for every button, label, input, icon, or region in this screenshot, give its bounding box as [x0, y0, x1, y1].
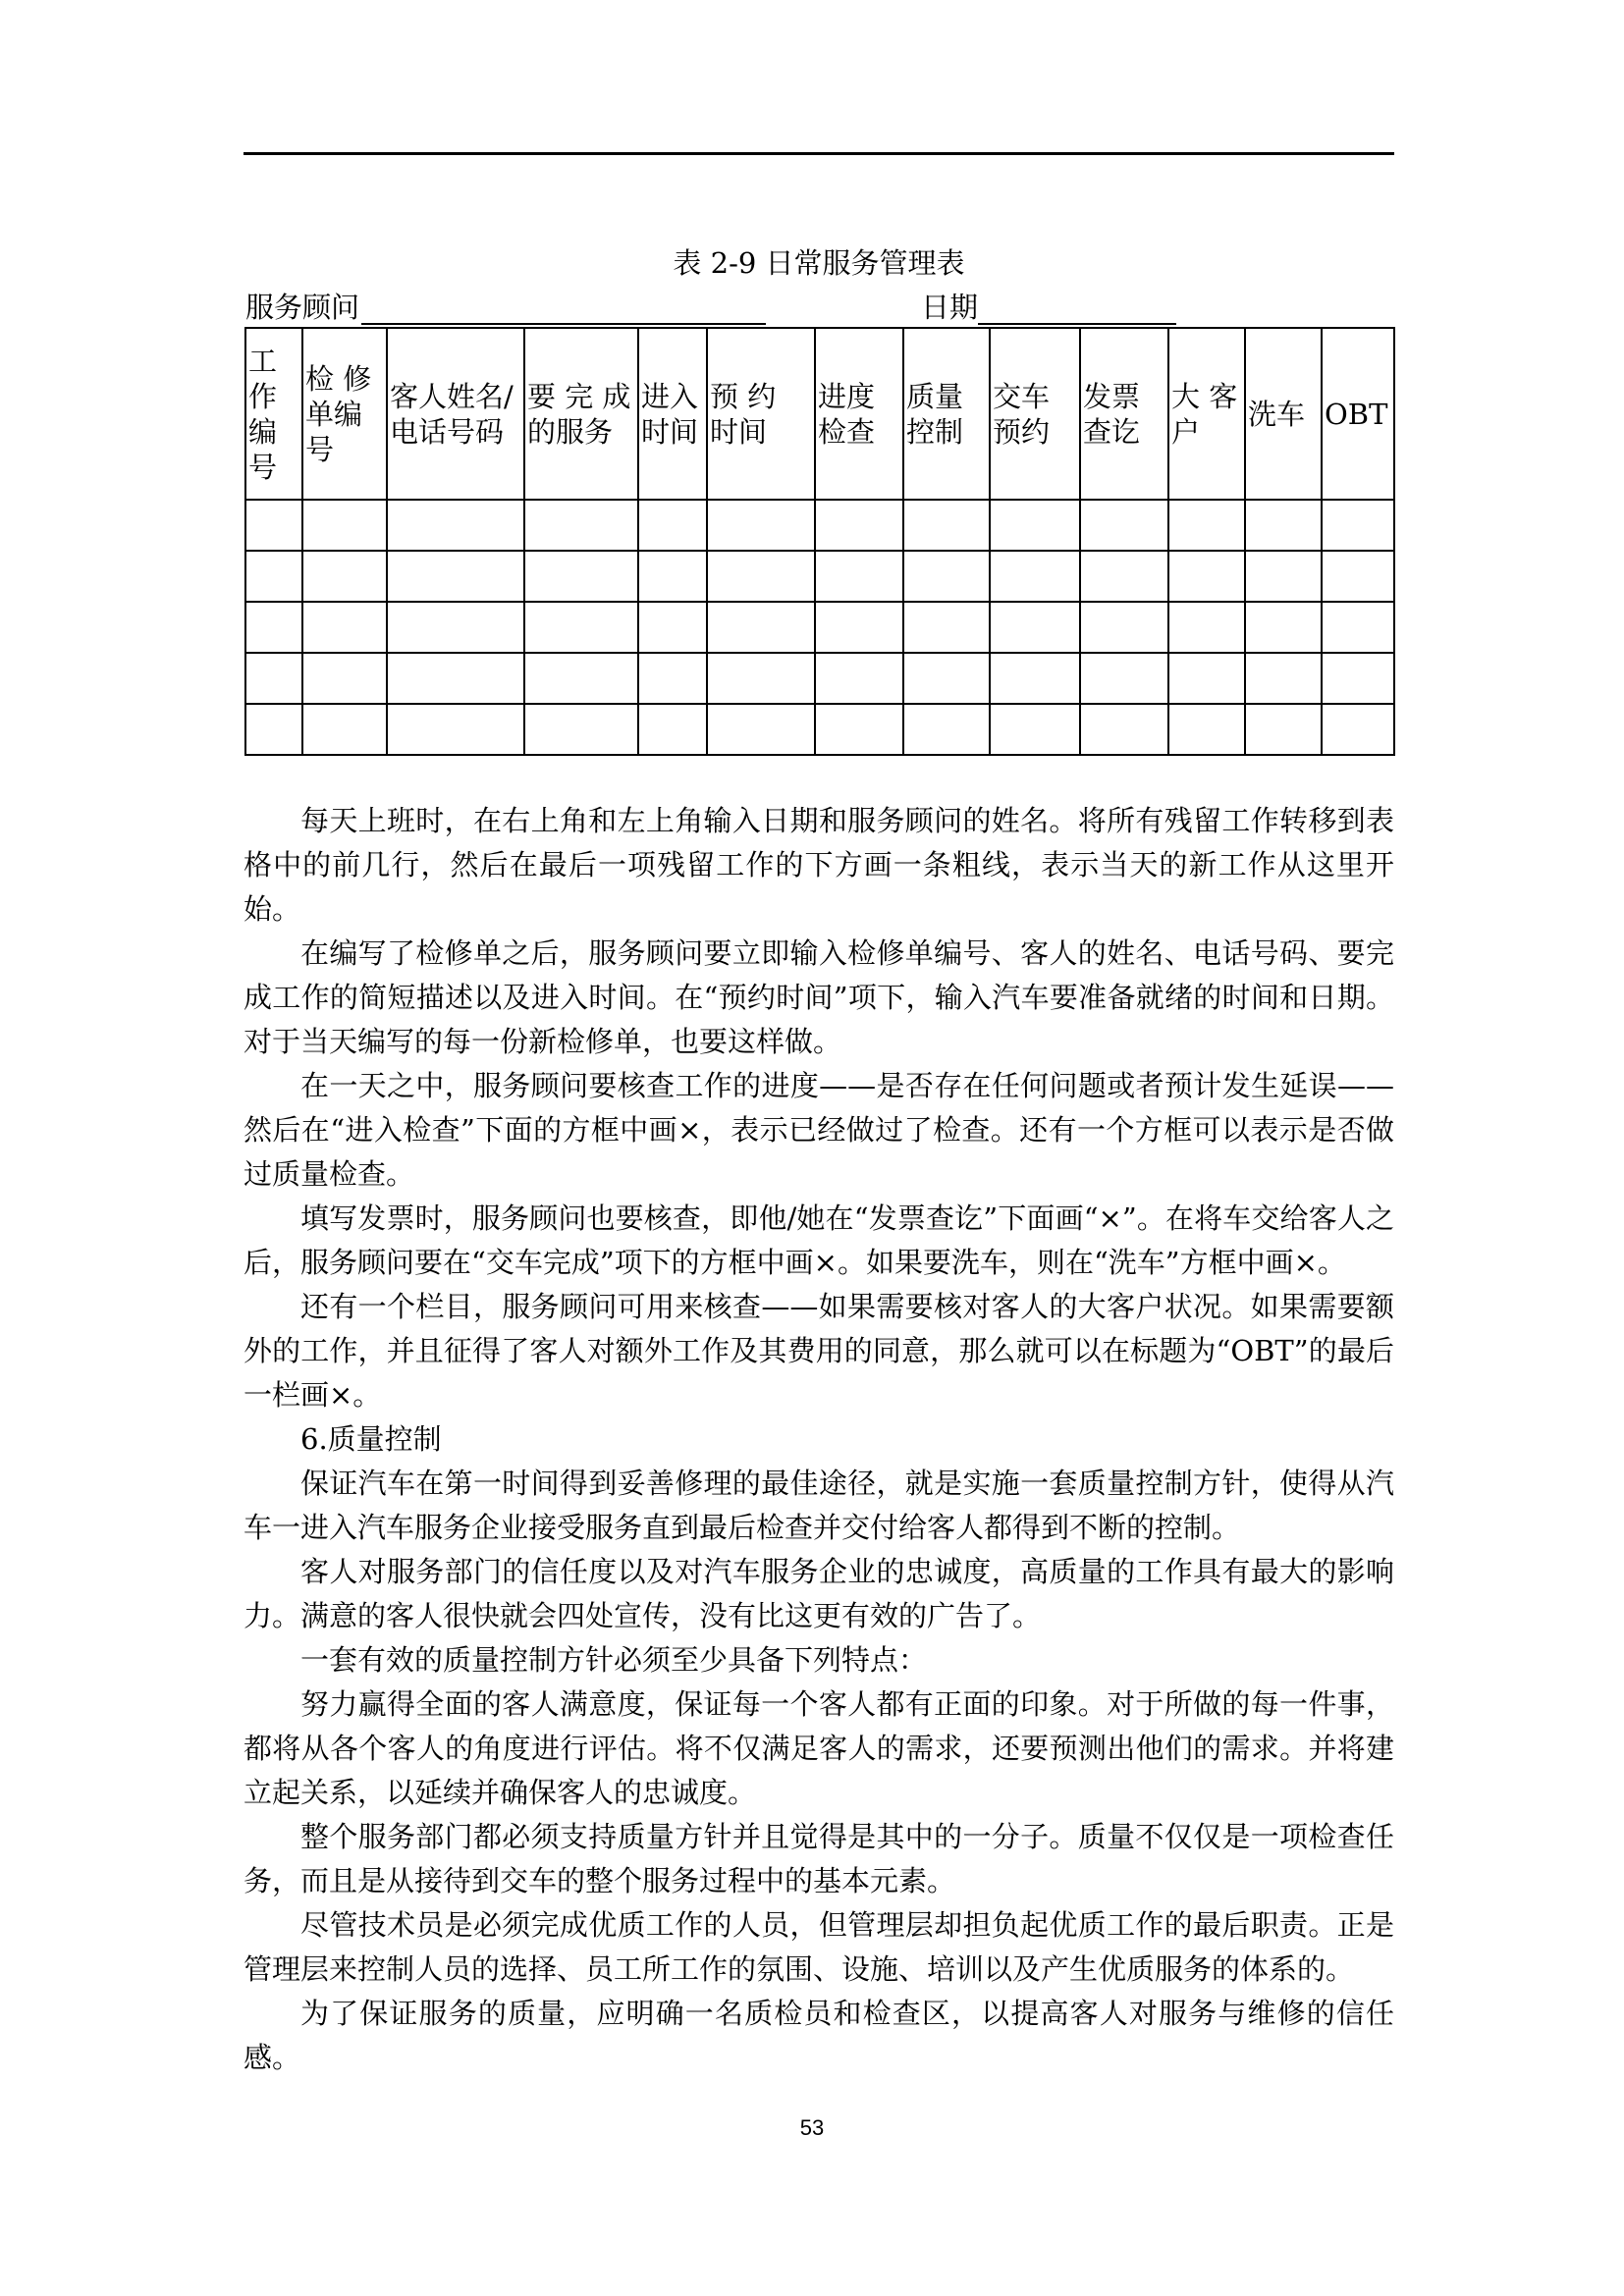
table-cell: [707, 704, 815, 755]
table-cell: [707, 500, 815, 551]
table-cell: [1168, 602, 1245, 653]
date-blank-line: [978, 323, 1176, 325]
body-text: [244, 799, 1394, 2080]
table-cell: [990, 602, 1080, 653]
table-row: [245, 500, 1394, 551]
service-management-table: [244, 327, 1395, 756]
header-customer-name-phone: 客人姓名/电话号码: [387, 328, 524, 500]
table-cell: [1322, 602, 1394, 653]
paragraph: 为了保证服务的质量，应明确一名质检员和检查区，以提高客人对服务与维修的信任感。: [244, 1997, 1394, 2074]
advisor-label: 服务顾问: [245, 291, 360, 324]
paragraph: 整个服务部门都必须支持质量方针并且觉得是其中的一分子。质量不仅仅是一项检查任务，而且是从接待到交车的整个服务过程中的基本元素。: [244, 1820, 1394, 1897]
table-cell: [1322, 653, 1394, 704]
table-cell: [1080, 653, 1168, 704]
table-cell: [1322, 551, 1394, 602]
table-header-row: [245, 328, 1394, 500]
table-meta-row: [244, 290, 1394, 329]
table-cell: [1080, 500, 1168, 551]
header-major-account: 大 客户: [1168, 328, 1245, 500]
table-cell: [903, 602, 990, 653]
header-quality-control: 质量控制: [903, 328, 990, 500]
section-heading: 6.质量控制: [300, 1422, 442, 1456]
table-cell: [638, 704, 707, 755]
table-cell: [524, 704, 638, 755]
table-cell: [638, 551, 707, 602]
table-cell: [815, 602, 903, 653]
table-row: [245, 551, 1394, 602]
paragraph: 保证汽车在第一时间得到妥善修理的最佳途径，就是实施一套质量控制方针，使得从汽车一进入汽车服务企业接受服务直到最后检查并交付给客人都得到不断的控制。: [244, 1467, 1394, 1544]
header-invoice-checked: 发票查讫: [1080, 328, 1168, 500]
header-job-number: 工作编号: [245, 328, 302, 500]
table-cell: [1168, 704, 1245, 755]
table-cell: [638, 500, 707, 551]
date-label: 日期: [921, 291, 979, 324]
paragraph: 每天上班时，在右上角和左上角输入日期和服务顾问的姓名。将所有残留工作转移到表格中的前几行，然后在最后一项残留工作的下方画一条粗线，表示当天的新工作从这里开始。: [244, 804, 1394, 926]
paragraph: 填写发票时，服务顾问也要核查，即他/她在“发票查讫”下面画“×”。在将车交给客人之后，服务顾问要在“交车完成”项下的方框中画×。如果要洗车，则在“洗车”方框中画×。: [244, 1201, 1394, 1279]
table-cell: [1245, 500, 1322, 551]
table-cell: [990, 551, 1080, 602]
table-cell: [1168, 653, 1245, 704]
table-cell: [524, 653, 638, 704]
paragraph: 在一天之中，服务顾问要核查工作的进度——是否存在任何问题或者预计发生延误——然后在“进入检查”下面的方框中画×，表示已经做过了检查。还有一个方框可以表示是否做过质量检查。: [244, 1069, 1394, 1191]
table-cell: [302, 551, 387, 602]
table-cell: [245, 704, 302, 755]
table-cell: [245, 602, 302, 653]
table-row: [245, 602, 1394, 653]
table-cell: [387, 653, 524, 704]
header-obt: OBT: [1322, 328, 1394, 500]
advisor-blank-line: [361, 323, 766, 325]
table-cell: [524, 551, 638, 602]
header-service-to-complete: 要 完 成 的服务: [524, 328, 638, 500]
table-cell: [245, 500, 302, 551]
header-car-wash: 洗车: [1245, 328, 1322, 500]
table-cell: [1168, 551, 1245, 602]
paragraph: 一套有效的质量控制方针必须至少具备下列特点：: [300, 1643, 928, 1677]
table-cell: [1080, 704, 1168, 755]
table-cell: [1080, 602, 1168, 653]
table-cell: [815, 704, 903, 755]
table-cell: [302, 500, 387, 551]
page-number: 53: [799, 2115, 825, 2140]
table-cell: [990, 704, 1080, 755]
table-row: [245, 653, 1394, 704]
table-cell: [815, 653, 903, 704]
table-cell: [245, 551, 302, 602]
table-cell: [903, 704, 990, 755]
table-cell: [302, 704, 387, 755]
paragraph: 尽管技术员是必须完成优质工作的人员，但管理层却担负起优质工作的最后职责。正是管理层来控制人员的选择、员工所工作的氛围、设施、培训以及产生优质服务的体系的。: [244, 1908, 1394, 1986]
table-row: [245, 704, 1394, 755]
table-cell: [302, 602, 387, 653]
table-caption: 表 2-9 日常服务管理表: [673, 246, 965, 280]
table-cell: [707, 602, 815, 653]
table-cell: [1245, 653, 1322, 704]
table-cell: [1245, 602, 1322, 653]
table-cell: [387, 704, 524, 755]
header-progress-check: 进度检查: [815, 328, 903, 500]
table-cell: [245, 653, 302, 704]
table-cell: [387, 500, 524, 551]
table-cell: [903, 500, 990, 551]
table-cell: [903, 653, 990, 704]
paragraph: 在编写了检修单之后，服务顾问要立即输入检修单编号、客人的姓名、电话号码、要完成工作的简短描述以及进入时间。在“预约时间”项下，输入汽车要准备就绪的时间和日期。对于当天编写的每一份新检修单，也要这样做。: [244, 936, 1394, 1058]
table-cell: [1245, 551, 1322, 602]
paragraph: 努力赢得全面的客人满意度，保证每一个客人都有正面的印象。对于所做的每一件事，都将从各个客人的角度进行评估。将不仅满足客人的需求，还要预测出他们的需求。并将建立起关系，以延续并确保客人的忠诚度。: [244, 1687, 1394, 1809]
table-cell: [638, 602, 707, 653]
header-repair-order-number: 检 修单编号: [302, 328, 387, 500]
table-cell: [903, 551, 990, 602]
table-cell: [1168, 500, 1245, 551]
paragraph: 客人对服务部门的信任度以及对汽车服务企业的忠诚度，高质量的工作具有最大的影响力。满意的客人很快就会四处宣传，没有比这更有效的广告了。: [244, 1555, 1394, 1632]
table-cell: [707, 551, 815, 602]
table-cell: [387, 551, 524, 602]
table-cell: [990, 500, 1080, 551]
table-cell: [302, 653, 387, 704]
table-cell: [387, 602, 524, 653]
table-cell: [990, 653, 1080, 704]
paragraph: 还有一个栏目，服务顾问可用来核查——如果需要核对客人的大客户状况。如果需要额外的工作，并且征得了客人对额外工作及其费用的同意，那么就可以在标题为“OBT”的最后一栏画×。: [244, 1290, 1394, 1412]
table-cell: [707, 653, 815, 704]
header-delivery-appointment: 交车预约: [990, 328, 1080, 500]
table-cell: [524, 500, 638, 551]
table-cell: [1322, 704, 1394, 755]
table-cell: [638, 653, 707, 704]
table-cell: [1245, 704, 1322, 755]
table-cell: [1080, 551, 1168, 602]
table-cell: [815, 551, 903, 602]
header-entry-time: 进入时间: [638, 328, 707, 500]
table-cell: [815, 500, 903, 551]
header-rule: [244, 152, 1394, 155]
table-cell: [1322, 500, 1394, 551]
header-appointment-time: 预 约 时间: [707, 328, 815, 500]
table-cell: [524, 602, 638, 653]
